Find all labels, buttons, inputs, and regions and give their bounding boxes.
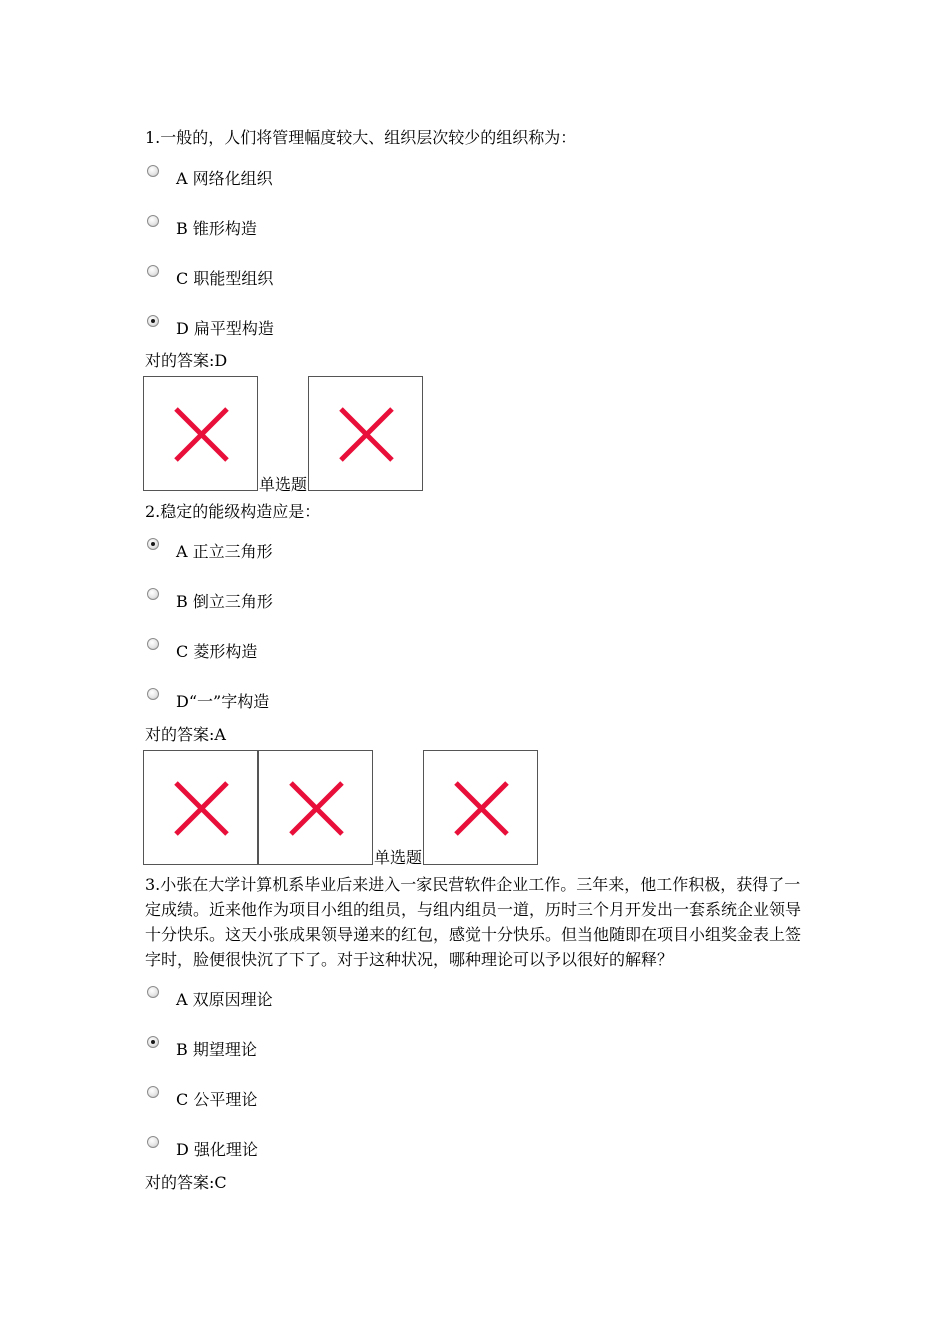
radio-q1-c[interactable] (147, 265, 159, 277)
question-type-label: 单选题 (374, 848, 423, 867)
option-q2-d: D“一”字构造 (176, 692, 270, 711)
answer-q2: 对的答案:A (145, 725, 226, 744)
broken-image (258, 750, 373, 865)
option-q2-c: C 菱形构造 (176, 642, 258, 661)
radio-q2-c[interactable] (147, 638, 159, 650)
red-x-icon (173, 406, 230, 463)
red-x-icon (338, 406, 395, 463)
radio-q1-b[interactable] (147, 215, 159, 227)
answer-q3: 对的答案:C (145, 1173, 227, 1192)
radio-q2-b[interactable] (147, 588, 159, 600)
radio-q3-a[interactable] (147, 986, 159, 998)
red-x-icon (173, 780, 230, 837)
question-type-label: 单选题 (259, 475, 308, 494)
option-q1-c: C 职能型组织 (176, 269, 274, 288)
option-q2-a: A 正立三角形 (176, 542, 273, 561)
option-q1-a: A 网络化组织 (176, 169, 273, 188)
option-q3-a: A 双原因理论 (176, 990, 273, 1009)
question-1-title: 1.一般的，人们将管理幅度较大、组织层次较少的组织称为： (145, 128, 577, 147)
broken-image (308, 376, 423, 491)
broken-image (143, 376, 258, 491)
radio-q2-a[interactable] (147, 538, 159, 550)
broken-image (143, 750, 258, 865)
option-q3-d: D 强化理论 (176, 1140, 258, 1159)
option-q1-b: B 锥形构造 (176, 219, 257, 238)
radio-q3-b[interactable] (147, 1036, 159, 1048)
broken-image (423, 750, 538, 865)
answer-q1: 对的答案:D (145, 351, 228, 370)
radio-q1-d[interactable] (147, 315, 159, 327)
question-3-title: 3.小张在大学计算机系毕业后来进入一家民营软件企业工作。三年来，他工作积极，获得了一定成绩。近来他作为项目小组的组员，与组内组员一道，历时三个月开发出一套系统企业领导十分快乐。这天小张成果领导递来的红包，感觉十分快乐。但当他随即在项目小组奖金表上签字时，脸便很快沉了下了。对于这种状况，哪种理论可以予以很好的解释？ (145, 875, 802, 969)
red-x-icon (453, 780, 510, 837)
question-2-title: 2.稳定的能级构造应是： (145, 502, 321, 521)
radio-q3-c[interactable] (147, 1086, 159, 1098)
option-q2-b: B 倒立三角形 (176, 592, 273, 611)
option-q3-b: B 期望理论 (176, 1040, 257, 1059)
red-x-icon (288, 780, 345, 837)
option-q1-d: D 扁平型构造 (176, 319, 274, 338)
option-q3-c: C 公平理论 (176, 1090, 258, 1109)
radio-q1-a[interactable] (147, 165, 159, 177)
radio-q2-d[interactable] (147, 688, 159, 700)
radio-q3-d[interactable] (147, 1136, 159, 1148)
